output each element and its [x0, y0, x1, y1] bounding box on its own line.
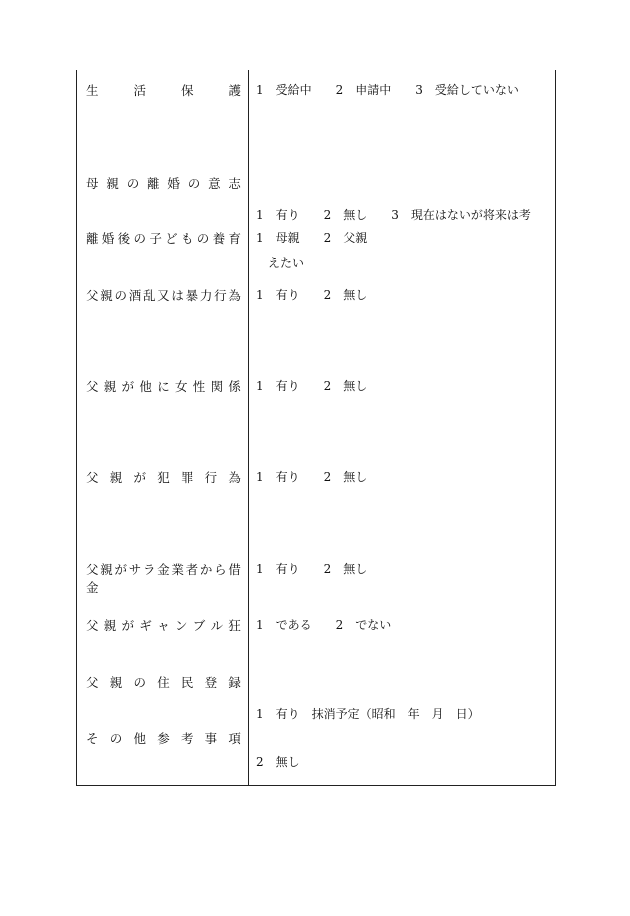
- label-char: ど: [165, 231, 178, 246]
- label-char: 関: [210, 379, 224, 394]
- label-char: 育: [228, 231, 241, 246]
- row-options: 1 である 2 でない: [256, 618, 392, 632]
- label-char: の: [196, 231, 210, 246]
- row-label-line2: 金: [86, 580, 99, 595]
- label-char: 録: [228, 675, 241, 690]
- row-options: 1 有り 2 無し: [256, 379, 368, 393]
- row-options: 1 受給中 2 申請中 3 受給していない: [256, 83, 519, 97]
- label-char: 犯: [157, 470, 170, 485]
- label-char: 為: [228, 288, 241, 303]
- label-char: ン: [174, 618, 188, 633]
- label-char: 他: [139, 379, 152, 394]
- label-char: の: [133, 231, 146, 246]
- label-char: ラ: [142, 562, 156, 577]
- label-char: 力: [199, 288, 213, 303]
- label-char: の: [126, 176, 140, 191]
- label-char: 住: [157, 675, 170, 690]
- label-char: 父: [86, 288, 99, 303]
- label-char: ら: [214, 562, 227, 577]
- label-char: が: [114, 562, 127, 577]
- row-label: [86, 82, 241, 100]
- label-char: 他: [133, 731, 146, 746]
- row-label: [86, 561, 241, 597]
- label-char: 係: [228, 379, 241, 394]
- column-divider: [248, 70, 249, 786]
- label-char: 又: [157, 288, 170, 303]
- row-label: [86, 287, 241, 305]
- label-char: 乱: [142, 288, 156, 303]
- label-char: の: [109, 731, 123, 746]
- row-label: [86, 617, 241, 635]
- label-char: 婚: [101, 231, 115, 246]
- row-label: [86, 469, 241, 487]
- row-options: [256, 674, 551, 802]
- label-char: 狂: [228, 618, 241, 633]
- label-char: 罪: [180, 470, 194, 485]
- label-char: の: [133, 675, 146, 690]
- label-char: 参: [157, 731, 170, 746]
- label-char: ブ: [192, 618, 206, 633]
- label-char: 行: [204, 470, 218, 485]
- label-char: 行: [214, 288, 227, 303]
- label-char: は: [171, 288, 184, 303]
- label-char: ル: [210, 618, 224, 633]
- label-char: 項: [228, 731, 241, 746]
- label-char: 民: [180, 675, 194, 690]
- row-label-line1: [86, 561, 241, 579]
- label-char: 意: [208, 176, 221, 191]
- row-label: [86, 674, 241, 692]
- label-char: 親: [103, 379, 117, 394]
- label-char: 父: [86, 675, 99, 690]
- label-char: 業: [171, 562, 184, 577]
- label-char: が: [121, 379, 135, 394]
- label-char: 借: [228, 562, 241, 577]
- label-char: 母: [86, 176, 99, 191]
- label-char: 金: [157, 562, 170, 577]
- label-char: 暴: [185, 288, 199, 303]
- label-char: そ: [86, 731, 99, 746]
- label-char: 護: [228, 83, 241, 98]
- label-char: 性: [192, 379, 206, 394]
- label-char: 女: [174, 379, 188, 394]
- label-char: 登: [204, 675, 218, 690]
- label-char: が: [133, 470, 146, 485]
- row-options: 1 有り 2 無し: [256, 562, 368, 576]
- label-char: 親: [103, 618, 117, 633]
- row-options: 1 母親 2 父親: [256, 231, 368, 245]
- label-char: 保: [180, 83, 194, 98]
- label-char: 親: [100, 288, 113, 303]
- row-label: [86, 730, 241, 748]
- label-char: 後: [117, 231, 131, 246]
- label-char: 養: [212, 231, 226, 246]
- label-char: 婚: [167, 176, 180, 191]
- row-label: [86, 175, 241, 193]
- label-char: 酒: [128, 288, 142, 303]
- label-char: が: [121, 618, 135, 633]
- label-char: も: [180, 231, 194, 246]
- label-char: 志: [228, 176, 241, 191]
- label-char: 親: [106, 176, 119, 191]
- row-options: 1 有り 2 無し: [256, 288, 368, 302]
- row-options-line2: 2 無し: [256, 755, 300, 769]
- label-char: に: [157, 379, 170, 394]
- label-char: 離: [147, 176, 160, 191]
- row-options-line1: 1 有り 抹消予定（昭和 年 月 日）: [256, 707, 480, 721]
- row-label: [86, 230, 241, 248]
- row-label: [86, 378, 241, 396]
- label-char: ャ: [157, 618, 170, 633]
- label-char: 子: [149, 231, 162, 246]
- label-char: サ: [128, 562, 142, 577]
- label-char: か: [199, 562, 213, 577]
- label-char: 考: [180, 731, 194, 746]
- label-char: 親: [109, 675, 123, 690]
- row-options: 1 有り 2 無し: [256, 470, 368, 484]
- label-char: 父: [86, 562, 99, 577]
- label-char: の: [114, 288, 127, 303]
- label-char: 父: [86, 470, 99, 485]
- label-char: 父: [86, 379, 99, 394]
- label-char: 者: [185, 562, 199, 577]
- label-char: の: [187, 176, 201, 191]
- row-options-continuation: えたい: [268, 256, 305, 270]
- label-char: 父: [86, 618, 99, 633]
- label-char: 活: [133, 83, 146, 98]
- row-options-line1: 1 有り 2 無し 3 現在はないが将来は考: [256, 208, 531, 222]
- label-char: 親: [100, 562, 113, 577]
- label-char: 生: [86, 83, 99, 98]
- label-char: 事: [204, 731, 218, 746]
- label-char: 為: [228, 470, 241, 485]
- label-char: ギ: [139, 618, 152, 633]
- label-char: 親: [109, 470, 123, 485]
- label-char: 離: [86, 231, 99, 246]
